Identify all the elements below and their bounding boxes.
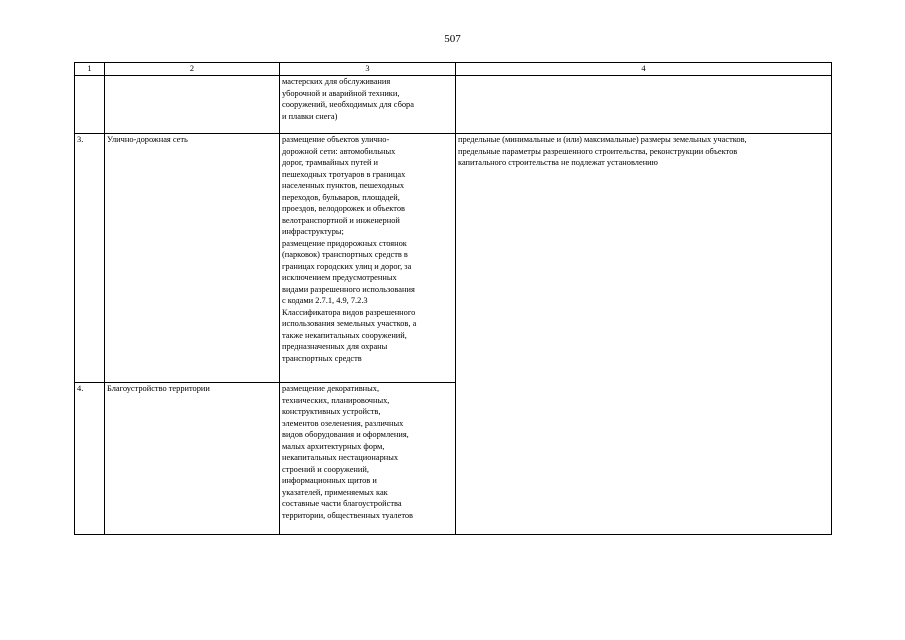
table-row-3 xyxy=(75,134,832,383)
zoning-table xyxy=(74,62,832,535)
cell-number: 3. xyxy=(75,134,105,383)
page-number: 507 xyxy=(444,33,461,45)
header-col-4: 4 xyxy=(456,63,832,76)
cell-name xyxy=(105,76,280,134)
cell-description: размещение объектов улично- дорожной сети: автомобильных дорог, трамвайных путей и пешеходных тротуаров в границах населенных пунктов, пешеходных переходов, бульваров, площадей, проездов, велодорожек и объектов велотранспортной и инженерной инфраструктуры; размещение придорожных стоянок (парковок) транспортных средств в границах городских улиц и дорог, за исключением предусмотренных видами разрешенного использования с кодами 2.7.1, 4.9, 7.2.3 Классификатора видов разрешенного использования земельных участков, а также некапитальных сооружений, предназначенных для охраны транспортных средств xyxy=(280,134,456,383)
header-col-1: 1 xyxy=(75,63,105,76)
cell-parameters: предельные (минимальные и (или) максимальные) размеры земельных участков, предельные параметры разрешенного строительства, реконструкции объектов капитального строительства не подлежат установлению xyxy=(456,134,832,535)
cell-number xyxy=(75,76,105,134)
cell-parameters xyxy=(456,76,832,134)
cell-description: мастерских для обслуживания уборочной и аварийной техники, сооружений, необходимых для сбора и плавки снега) xyxy=(280,76,456,134)
table-row-continuation xyxy=(75,76,832,134)
header-col-3: 3 xyxy=(280,63,456,76)
header-col-2: 2 xyxy=(105,63,280,76)
cell-name: Благоустройство территории xyxy=(105,383,280,535)
cell-number: 4. xyxy=(75,383,105,535)
cell-description: размещение декоративных, технических, планировочных, конструктивных устройств, элементов озеленения, различных видов оборудования и оформления, малых архитектурных форм, некапитальных нестационарных строений и сооружений, информационных щитов и указателей, применяемых как составные части благоустройства территории, общественных туалетов xyxy=(280,383,456,535)
cell-name: Улично-дорожная сеть xyxy=(105,134,280,383)
table-header-row xyxy=(75,63,832,76)
